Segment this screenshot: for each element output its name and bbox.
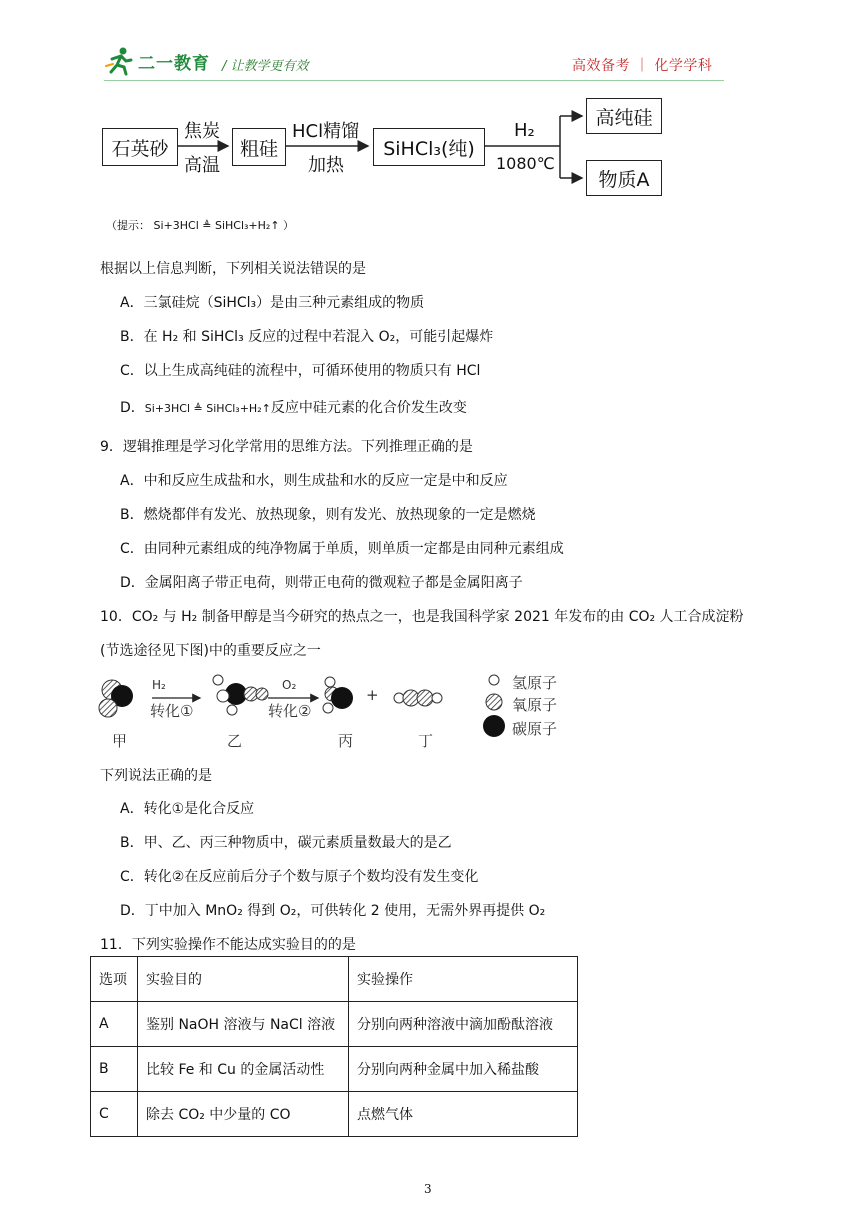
table-cell: 分别向两种溶液中滴加酚酞溶液 xyxy=(349,1002,578,1047)
q8-option-d-prefix: D． xyxy=(120,400,145,416)
table-header-cell: 选项 xyxy=(91,957,138,1002)
legend-hydrogen: 氢原子 xyxy=(512,674,558,692)
table-row xyxy=(91,1047,578,1092)
conv2-label: 转化② xyxy=(268,702,312,720)
arrow2-top-label: HCl精馏 xyxy=(292,121,360,142)
table-cell: 比较 Fe 和 Cu 的金属活动性 xyxy=(138,1047,349,1092)
quartz-box: 石英砂 xyxy=(102,128,178,166)
table-cell: C xyxy=(91,1092,138,1137)
q10-stem-line1: 10．CO₂ 与 H₂ 制备甲醇是当今研究的热点之一，也是我国科学家 2021 年发布的由 CO₂ 人工合成淀粉 xyxy=(100,609,744,625)
arrow3-bottom-label: 1080℃ xyxy=(496,154,555,173)
table-header-cell: 实验操作 xyxy=(349,957,578,1002)
silicon-flow-diagram xyxy=(100,96,670,196)
q10-stem-line2: (节选途径见下图)中的重要反应之一 xyxy=(100,643,321,659)
page-header xyxy=(0,0,860,100)
table-cell: 除去 CO₂ 中少量的 CO xyxy=(138,1092,349,1137)
q9-option-d: D．金属阳离子带正电荷，则带正电荷的微观粒子都是金属阳离子 xyxy=(120,575,523,591)
q10-prompt: 下列说法正确的是 xyxy=(100,768,212,784)
table-row xyxy=(91,1092,578,1137)
molecule-jia xyxy=(99,680,133,717)
conv1-label: 转化① xyxy=(150,702,194,720)
legend-hydrogen-marker xyxy=(489,675,499,685)
arrow1-top-label: 焦炭 xyxy=(184,121,220,142)
q8-option-d-equation: Si+3HCl ≜ SiHCl₃+H₂↑ xyxy=(144,402,271,415)
q8-option-c: C．以上生成高纯硅的流程中，可循环使用的物质只有 HCl xyxy=(120,363,481,379)
molecule-ding xyxy=(394,690,442,706)
q10-option-a: A．转化①是化合反应 xyxy=(120,801,255,817)
q8-option-a: A．三氯硅烷（SiHCl₃）是由三种元素组成的物质 xyxy=(120,295,425,311)
label-ding: 丁 xyxy=(418,732,434,750)
slogan: / 让教学更有效 xyxy=(222,59,309,74)
q8-option-b: B．在 H₂ 和 SiHCl₃ 反应的过程中若混入 O₂，可能引起爆炸 xyxy=(120,329,494,345)
q11-table xyxy=(90,956,578,1137)
q8-option-d xyxy=(120,397,467,417)
table-cell: B xyxy=(91,1047,138,1092)
molecule-bing xyxy=(323,677,353,713)
substance-a-box: 物质A xyxy=(586,160,662,196)
arrow2-bottom-label: 加热 xyxy=(308,155,344,176)
legend-carbon-marker xyxy=(483,715,505,737)
q10-option-d: D．丁中加入 MnO₂ 得到 O₂，可供转化 2 使用，无需外界再提供 O₂ xyxy=(120,903,546,919)
header-divider xyxy=(104,80,724,81)
table-cell: A xyxy=(91,1002,138,1047)
arrow1-bottom-label: 高温 xyxy=(184,155,220,176)
q10-option-c: C．转化②在反应前后分子个数与原子个数均没有发生变化 xyxy=(120,869,479,885)
conv2-reagent: O₂ xyxy=(282,678,297,692)
table-header-cell: 实验目的 xyxy=(138,957,349,1002)
q9-option-b: B．燃烧都伴有发光、放热现象，则有发光、放热现象的一定是燃烧 xyxy=(120,507,536,523)
q9-stem: 9．逻辑推理是学习化学常用的思维方法。下列推理正确的是 xyxy=(100,439,473,455)
molecule-yi xyxy=(213,675,268,715)
q8-option-d-suffix: 反应中硅元素的化合价发生改变 xyxy=(270,400,467,416)
subject-label: 高效备考 ｜ 化学学科 xyxy=(572,58,713,74)
sihcl3-box: SiHCl₃(纯) xyxy=(373,128,485,166)
pure-si-box: 高纯硅 xyxy=(586,98,662,134)
table-cell: 点燃气体 xyxy=(349,1092,578,1137)
runner-logo-icon xyxy=(104,46,134,76)
legend-carbon: 碳原子 xyxy=(512,720,558,738)
hint-text: （提示： Si+3HCl ≜ SiHCl₃+H₂↑ ） xyxy=(106,219,295,232)
table-cell: 鉴别 NaOH 溶液与 NaCl 溶液 xyxy=(138,1002,349,1047)
q9-option-a: A．中和反应生成盐和水，则生成盐和水的反应一定是中和反应 xyxy=(120,473,508,489)
table-header-row xyxy=(91,957,578,1002)
q11-stem: 11．下列实验操作不能达成实验目的的是 xyxy=(100,937,356,953)
q9-option-c: C．由同种元素组成的纯净物属于单质，则单质一定都是由同种元素组成 xyxy=(120,541,564,557)
table-cell: 分别向两种金属中加入稀盐酸 xyxy=(349,1047,578,1092)
molecule-reaction-diagram xyxy=(96,668,596,758)
legend-oxygen-marker xyxy=(486,694,502,710)
page-number: 3 xyxy=(424,1182,432,1196)
logo xyxy=(104,46,210,76)
arrow3-top-label: H₂ xyxy=(514,120,535,141)
legend-oxygen: 氧原子 xyxy=(512,696,558,714)
crude-si-box: 粗硅 xyxy=(232,128,286,166)
label-bing: 丙 xyxy=(338,732,354,750)
label-jia: 甲 xyxy=(112,732,128,750)
table-row xyxy=(91,1002,578,1047)
logo-text: 二一教育 xyxy=(138,53,210,74)
conv1-reagent: H₂ xyxy=(152,678,166,692)
q10-option-b: B．甲、乙、丙三种物质中，碳元素质量数最大的是乙 xyxy=(120,835,452,851)
plus-sign: + xyxy=(366,686,379,704)
label-yi: 乙 xyxy=(227,732,243,750)
q8-stem: 根据以上信息判断，下列相关说法错误的是 xyxy=(100,261,366,277)
